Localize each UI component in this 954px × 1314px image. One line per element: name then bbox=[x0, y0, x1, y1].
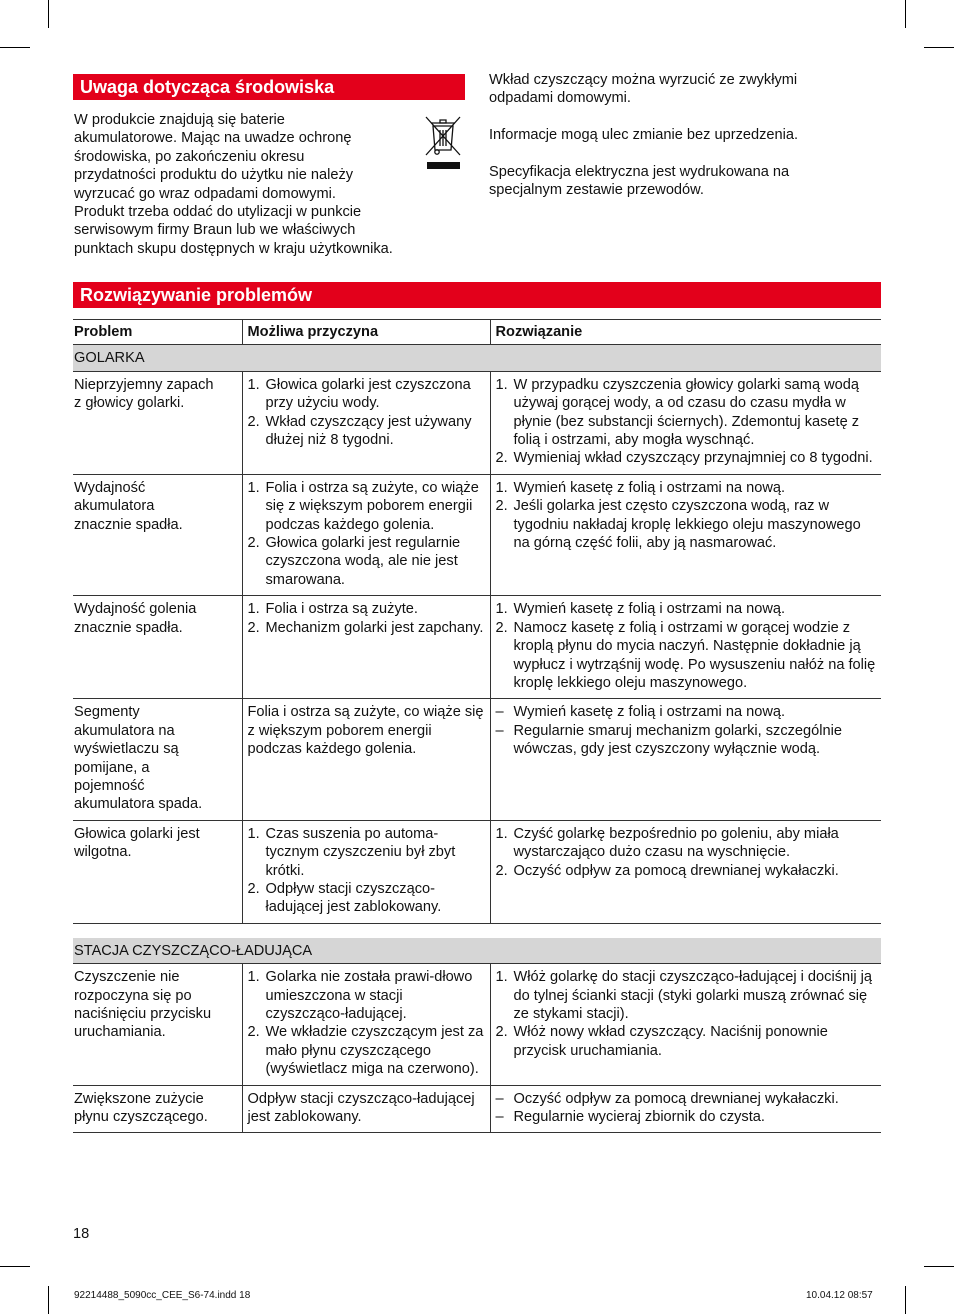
problem-text: Głowica golarki jest wilgotna. bbox=[74, 825, 200, 861]
disposal-note: Wkład czyszczący można wyrzucić ze zwykłymi odpadami domowymi. bbox=[489, 72, 798, 107]
page-number: 18 bbox=[73, 1226, 90, 1242]
list-marker: 1. bbox=[247, 479, 260, 496]
list-marker: 2. bbox=[247, 413, 260, 430]
list-item-text: Wkład czyszczący jest używany dłużej niż 8 tygodni. bbox=[265, 413, 472, 449]
list-item-text: Mechanizm golarki jest zapchany. bbox=[265, 619, 484, 636]
solution-cell bbox=[490, 371, 881, 474]
list-item bbox=[496, 600, 878, 618]
list-marker: 1. bbox=[495, 825, 508, 842]
problem-cell bbox=[73, 964, 242, 1085]
crop-mark bbox=[48, 0, 49, 28]
list-item-text: Namocz kasetę z folią i ostrzami w gorącej wodzie z kroplą płynu do mycia naczyń. Następnie dokładnie ją wypłucz i wytrząśnij wodę. Po wysuszeniu nałóż na folię kroplę lekkiego oleju maszynowego. bbox=[513, 619, 876, 691]
troubleshooting-table bbox=[73, 319, 881, 1133]
list-item bbox=[248, 968, 486, 1023]
section-row bbox=[73, 938, 881, 964]
column-header-problem: Problem bbox=[73, 320, 242, 345]
list-item-text: Regularnie wycieraj zbiornik do czysta. bbox=[513, 1109, 765, 1126]
list-item bbox=[248, 376, 486, 413]
list-item bbox=[496, 703, 878, 721]
cause-cell-text: Folia i ostrza są zużyte, co wiąże się z większym poborem energii podczas każdego golenia. bbox=[247, 704, 484, 758]
list-item bbox=[496, 825, 878, 862]
list-item bbox=[496, 619, 878, 693]
list-item bbox=[496, 1108, 878, 1126]
problem-text: Wydajność golenia znacznie spadła. bbox=[74, 601, 197, 636]
problem-cell bbox=[73, 820, 242, 923]
list-item bbox=[496, 722, 878, 759]
list-item-text: Włóż golarkę do stacji czyszcząco-ładującej i dociśnij ją do tylnej ścianki stacji (styki golarki muszą zrównać się ze stykami stacji). bbox=[513, 969, 873, 1022]
list-item-text: Wymień kasetę z folią i ostrzami na nową. bbox=[513, 601, 786, 618]
cause-cell bbox=[242, 371, 490, 474]
list-marker: 1. bbox=[247, 601, 260, 618]
problem-text: Zwiększone zużycie płynu czyszczącego. bbox=[74, 1090, 208, 1126]
problem-cell bbox=[73, 596, 242, 699]
section-spacer bbox=[73, 923, 881, 938]
list-item bbox=[248, 880, 486, 917]
solution-cell-list bbox=[496, 600, 878, 692]
list-item-text: We wkładzie czyszczącym jest za mało płynu czyszczącego (wyświetlacz miga na czerwono). bbox=[265, 1024, 484, 1078]
crop-mark bbox=[924, 47, 954, 48]
list-item bbox=[496, 449, 878, 467]
list-marker: 2. bbox=[495, 862, 508, 879]
table-row bbox=[73, 699, 881, 820]
solution-cell-list bbox=[496, 968, 878, 1060]
solution-cell bbox=[490, 964, 881, 1085]
change-notice: Informacje mogą ulec zmianie bez uprzedzenia. bbox=[489, 127, 799, 143]
list-item-text: Wymień kasetę z folią i ostrzami na nową. bbox=[513, 479, 786, 496]
problem-cell bbox=[73, 474, 242, 595]
crossed-out-wheelie-bin-icon bbox=[421, 112, 465, 170]
list-item-text: Wymieniaj wkład czyszczący przynajmniej co 8 tygodni. bbox=[513, 450, 873, 467]
section-title: GOLARKA bbox=[73, 345, 881, 371]
cause-cell bbox=[242, 596, 490, 699]
list-marker: 2. bbox=[495, 1024, 508, 1041]
problem-cell bbox=[73, 1085, 242, 1133]
list-item bbox=[496, 1090, 878, 1108]
list-item-text: Jeśli golarka jest często czyszczona wodą, raz w tygodniu nakładaj kroplę lekkiego oleju maszynowego na górną część folii, aby ją nasmarować. bbox=[513, 498, 861, 552]
problem-text: Segmenty akumulatora na wyświetlaczu są pomijane, a pojemność akumulatora spada. bbox=[74, 704, 203, 813]
problem-text: Wydajność akumulatora znacznie spadła. bbox=[74, 479, 183, 533]
list-marker: 2. bbox=[247, 535, 260, 552]
table-row bbox=[73, 820, 881, 923]
list-marker: 2. bbox=[495, 498, 508, 515]
troubleshooting-heading: Rozwiązywanie problemów bbox=[73, 282, 881, 308]
problem-cell bbox=[73, 371, 242, 474]
environment-heading: Uwaga dotycząca środowiska bbox=[73, 74, 465, 100]
list-item bbox=[248, 600, 486, 618]
crop-mark bbox=[48, 1286, 49, 1314]
list-item bbox=[496, 1023, 878, 1060]
solution-cell bbox=[490, 699, 881, 820]
solution-cell-list bbox=[496, 703, 878, 758]
electrical-spec-note: Specyfikacja elektryczna jest wydrukowana na specjalnym zestawie przewodów. bbox=[489, 164, 790, 199]
crop-mark bbox=[0, 47, 30, 48]
list-item-text: Odpływ stacji czyszcząco-ładującej jest zablokowany. bbox=[265, 880, 442, 916]
print-slug-date: 10.04.12 08:57 bbox=[806, 1290, 873, 1301]
list-item-text: W przypadku czyszczenia głowicy golarki samą wodą używaj gorącej wody, a od czasu do czasu mydła w płynie (bez substancji ściernych). Zdemontuj kasetę z folią i ostrzami, aby mogła wyschnąć. bbox=[513, 376, 860, 449]
list-item bbox=[248, 413, 486, 450]
crop-mark bbox=[0, 1266, 30, 1267]
cause-cell-list bbox=[248, 479, 486, 589]
section-row bbox=[73, 345, 881, 371]
solution-cell bbox=[490, 820, 881, 923]
list-item-text: Folia i ostrza są zużyte, co wiąże się z większym poborem energii podczas każdego golenia. bbox=[265, 479, 479, 533]
cause-cell bbox=[242, 699, 490, 820]
crop-mark bbox=[905, 0, 906, 28]
list-marker: 1. bbox=[495, 479, 508, 496]
section-title: STACJA CZYSZCZĄCO-ŁADUJĄCA bbox=[73, 938, 881, 964]
list-marker: – bbox=[495, 722, 504, 739]
column-header-cause: Możliwa przyczyna bbox=[242, 320, 490, 345]
list-item bbox=[248, 479, 486, 534]
list-item bbox=[496, 862, 878, 880]
cause-cell-text: Odpływ stacji czyszcząco-ładującej jest zablokowany. bbox=[247, 1090, 475, 1126]
list-item bbox=[248, 619, 486, 637]
cause-cell bbox=[242, 474, 490, 595]
list-item-text: Czas suszenia po automa-tycznym czyszczeniu był zbyt krótki. bbox=[265, 825, 456, 879]
list-item-text: Głowica golarki jest czyszczona przy użyciu wody. bbox=[265, 376, 471, 412]
list-marker: 1. bbox=[495, 969, 508, 986]
environment-text: W produkcie znajdują się baterie akumulatorowe. Mając na uwadze ochronę środowiska, po zakończeniu okresu przydatności produktu do użytku nie należy wyrzucać go wraz odpadami domowymi. Produkt trzeba oddać do utylizacji w punkcie serwisowym firmy Braun lub we właściwych punktach skupu dostępnych w kraju użytkownika. bbox=[74, 112, 393, 257]
list-item bbox=[496, 479, 878, 497]
list-marker: 1. bbox=[247, 376, 260, 393]
table-row bbox=[73, 474, 881, 595]
list-marker: 1. bbox=[495, 601, 508, 618]
list-item-text: Włóż nowy wkład czyszczący. Naciśnij ponownie przycisk uruchamiania. bbox=[513, 1024, 828, 1059]
list-marker: – bbox=[495, 1109, 504, 1126]
list-item bbox=[248, 825, 486, 880]
list-marker: 1. bbox=[495, 376, 508, 393]
problem-text: Czyszczenie nie rozpoczyna się po naciśnięciu przycisku uruchamiania. bbox=[74, 969, 212, 1041]
cause-cell-list bbox=[248, 376, 486, 450]
list-item bbox=[248, 534, 486, 589]
section-spacer-cell bbox=[73, 923, 881, 938]
list-marker: 1. bbox=[247, 825, 260, 842]
list-item-text: Czyść golarkę bezpośrednio po goleniu, aby miała wystarczająco dużo czasu na wyschnięcie. bbox=[513, 825, 839, 861]
solution-cell-list bbox=[496, 479, 878, 553]
list-item-text: Wymień kasetę z folią i ostrzami na nową. bbox=[513, 704, 786, 721]
list-item bbox=[248, 1023, 486, 1078]
list-item-text: Oczyść odpływ za pomocą drewnianej wykałaczki. bbox=[513, 862, 839, 879]
solution-cell-list bbox=[496, 825, 878, 880]
solution-cell bbox=[490, 474, 881, 595]
table-row bbox=[73, 596, 881, 699]
crop-mark bbox=[924, 1266, 954, 1267]
table-row bbox=[73, 371, 881, 474]
print-slug-file: 92214488_5090cc_CEE_S6-74.indd 18 bbox=[74, 1290, 251, 1301]
list-item-text: Golarka nie została prawi-dłowo umieszczona w stacji czyszcząco-ładującej. bbox=[265, 969, 473, 1022]
cause-cell bbox=[242, 1085, 490, 1133]
list-item bbox=[496, 968, 878, 1023]
list-item-text: Głowica golarki jest regularnie czyszczona wodą, ale nie jest smarowana. bbox=[265, 535, 461, 588]
list-marker: 2. bbox=[247, 880, 260, 897]
list-marker: – bbox=[495, 704, 504, 721]
cause-cell bbox=[242, 964, 490, 1085]
list-marker: 2. bbox=[495, 619, 508, 636]
crop-mark bbox=[905, 1286, 906, 1314]
solution-cell bbox=[490, 1085, 881, 1133]
list-marker: 2. bbox=[495, 450, 508, 467]
cause-cell-list bbox=[248, 968, 486, 1078]
list-item-text: Folia i ostrza są zużyte. bbox=[265, 601, 418, 618]
list-marker: – bbox=[495, 1090, 504, 1107]
list-item-text: Oczyść odpływ za pomocą drewnianej wykałaczki. bbox=[513, 1090, 839, 1107]
list-marker: 2. bbox=[247, 619, 260, 636]
list-item bbox=[496, 376, 878, 450]
list-item-text: Regularnie smaruj mechanizm golarki, szczególnie wówczas, gdy jest czyszczony wyłącznie wodą. bbox=[513, 722, 843, 758]
list-marker: 1. bbox=[247, 969, 260, 986]
table-row bbox=[73, 964, 881, 1085]
cause-cell-list bbox=[248, 600, 486, 637]
solution-cell-list bbox=[496, 376, 878, 468]
problem-text: Nieprzyjemny zapach z głowicy golarki. bbox=[74, 376, 214, 412]
list-item bbox=[496, 497, 878, 552]
solution-cell-list bbox=[496, 1090, 878, 1127]
list-marker: 2. bbox=[247, 1024, 260, 1041]
column-header-solution: Rozwiązanie bbox=[490, 320, 881, 345]
table-header-row bbox=[73, 320, 881, 345]
cause-cell-list bbox=[248, 825, 486, 917]
problem-cell bbox=[73, 699, 242, 820]
cause-cell bbox=[242, 820, 490, 923]
table-row bbox=[73, 1085, 881, 1133]
solution-cell bbox=[490, 596, 881, 699]
